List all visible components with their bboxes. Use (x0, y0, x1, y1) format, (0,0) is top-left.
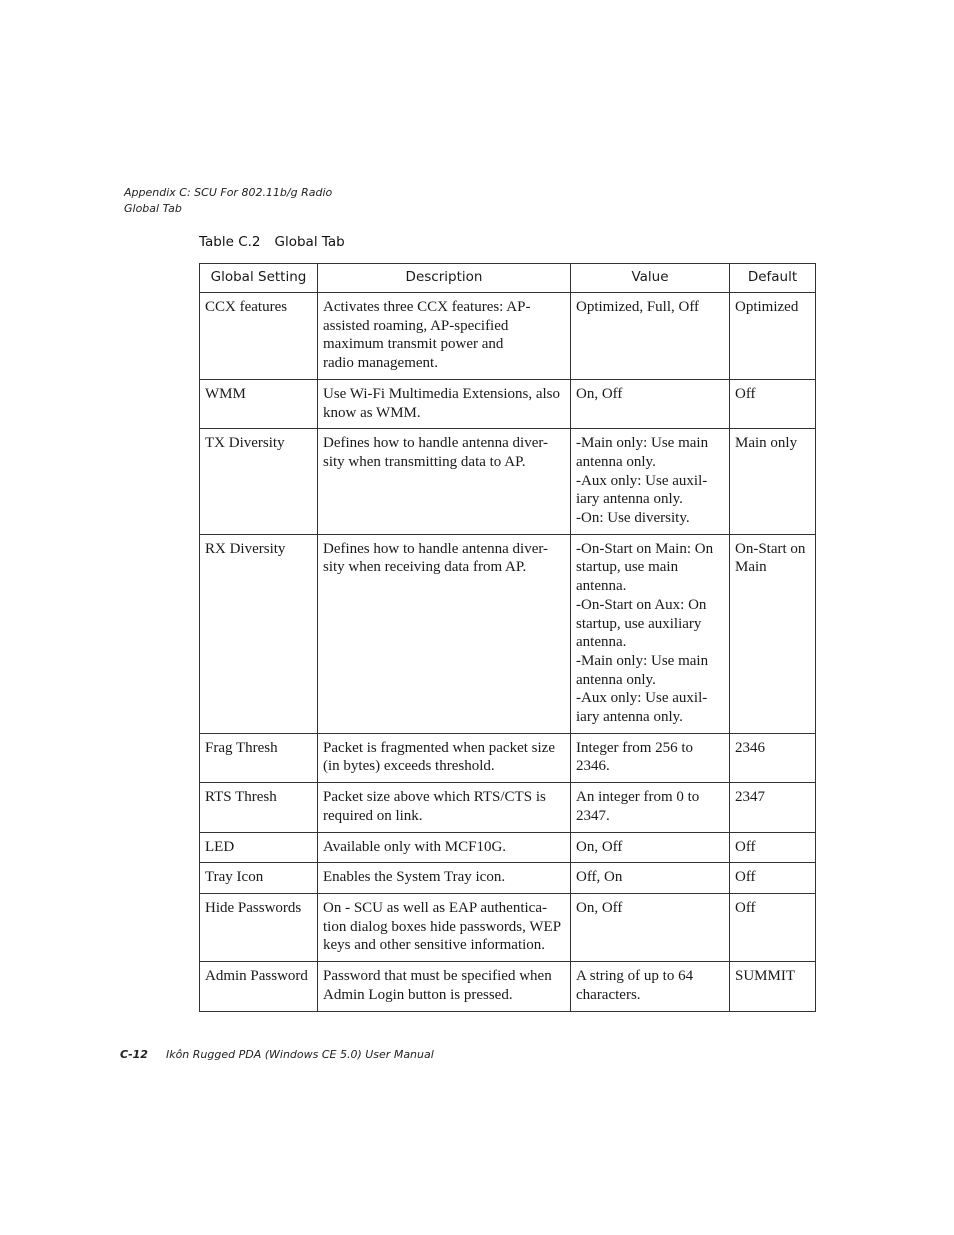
setting-cell (200, 783, 318, 832)
description-cell (318, 832, 571, 863)
value-cell-line: -On: Use diversity. (576, 510, 690, 527)
value-cell (571, 429, 730, 535)
value-cell (571, 832, 730, 863)
table-body (200, 293, 816, 1012)
default-cell-line: Off (735, 385, 756, 402)
default-cell (730, 534, 816, 733)
value-cell (571, 534, 730, 733)
default-cell-line: Optimized (735, 299, 799, 315)
default-cell (730, 429, 816, 535)
description-cell-line: Password that must be specified when (323, 968, 552, 985)
page-footer (120, 1047, 434, 1063)
setting-cell-line: CCX features (205, 299, 288, 315)
header-description: Description (318, 264, 571, 293)
value-cell (571, 962, 730, 1011)
description-cell-line: Enables the System Tray icon. (323, 869, 506, 886)
default-cell (730, 962, 816, 1011)
description-cell-line: Packet is fragmented when packet size (323, 739, 555, 756)
table-row (200, 893, 816, 961)
default-cell (730, 733, 816, 782)
default-cell-line: Off (735, 838, 756, 855)
description-cell-line: Available only with MCF10G. (323, 838, 507, 855)
default-cell-line: 2346 (735, 739, 765, 756)
default-cell-line: Off (735, 899, 756, 916)
value-cell-line: A string of up to 64 (576, 968, 694, 985)
description-cell-line: required on link. (323, 807, 423, 824)
value-cell (571, 893, 730, 961)
setting-cell-line: WMM (205, 385, 246, 402)
description-cell-line: On - SCU as well as EAP authentica- (323, 899, 547, 916)
manual-title: Ikôn Rugged PDA (Windows CE 5.0) User Manual (165, 1048, 434, 1061)
value-cell (571, 379, 730, 428)
table-row (200, 962, 816, 1011)
setting-cell-line: Tray Icon (205, 869, 264, 886)
table-row (200, 293, 816, 380)
description-cell (318, 534, 571, 733)
description-cell-line: assisted roaming, AP-specified (323, 317, 509, 334)
value-cell (571, 863, 730, 894)
value-cell-line: -On-Start on Main: On (576, 540, 714, 557)
value-cell-line: startup, use main (576, 559, 679, 576)
value-cell-line: Off, On (576, 869, 623, 886)
description-cell-line: keys and other sensitive information. (323, 937, 546, 954)
default-cell-line: 2347 (735, 789, 765, 806)
setting-cell (200, 832, 318, 863)
description-cell (318, 962, 571, 1011)
description-cell (318, 893, 571, 961)
value-cell-line: antenna only. (576, 671, 656, 688)
description-cell-line: (in bytes) exceeds threshold. (323, 758, 495, 775)
default-cell (730, 832, 816, 863)
default-cell-line: Main only (735, 435, 798, 452)
setting-cell-line: RTS Thresh (205, 789, 277, 806)
header-value: Value (571, 264, 730, 293)
setting-cell (200, 733, 318, 782)
value-cell-line: antenna. (576, 634, 627, 651)
global-tab-table (199, 263, 816, 1012)
value-cell-line: antenna. (576, 578, 627, 595)
setting-cell (200, 863, 318, 894)
setting-cell (200, 379, 318, 428)
value-cell-line: 2346. (576, 758, 610, 775)
table-row (200, 429, 816, 535)
value-cell-line: iary antenna only. (576, 709, 683, 726)
value-cell-line: startup, use auxiliary (576, 615, 702, 632)
value-cell-line: antenna only. (576, 453, 656, 470)
default-cell (730, 783, 816, 832)
value-cell-line: -Aux only: Use auxil- (576, 690, 708, 707)
table-row (200, 783, 816, 832)
description-cell-line: know as WMM. (323, 404, 421, 421)
description-cell-line: Packet size above which RTS/CTS is (323, 789, 546, 806)
description-cell (318, 429, 571, 535)
value-cell-line: Optimized, Full, Off (576, 299, 700, 315)
description-cell (318, 293, 571, 380)
value-cell-line: An integer from 0 to (576, 789, 700, 806)
value-cell (571, 733, 730, 782)
setting-cell (200, 893, 318, 961)
description-cell (318, 863, 571, 894)
table-caption (199, 233, 345, 251)
setting-cell-line: Frag Thresh (205, 739, 278, 756)
value-cell-line: -Main only: Use main (576, 435, 709, 452)
description-cell-line: sity when receiving data from AP. (323, 559, 527, 576)
value-cell (571, 293, 730, 380)
setting-cell (200, 534, 318, 733)
setting-cell (200, 429, 318, 535)
description-cell-line: Activates three CCX features: AP- (323, 299, 531, 315)
table-row (200, 863, 816, 894)
table-caption-label: Table C.2 (199, 234, 261, 250)
header-global-setting: Global Setting (200, 264, 318, 293)
setting-cell (200, 293, 318, 380)
value-cell-line: On, Off (576, 899, 623, 916)
default-cell-line: SUMMIT (735, 968, 796, 985)
table-row (200, 733, 816, 782)
setting-cell (200, 962, 318, 1011)
default-cell (730, 293, 816, 380)
table-row (200, 534, 816, 733)
table-caption-title: Global Tab (274, 234, 345, 250)
description-cell-line: maximum transmit power and (323, 336, 504, 353)
value-cell-line: -Aux only: Use auxil- (576, 472, 708, 489)
running-head-section: Global Tab (124, 202, 182, 215)
description-cell-line: sity when transmitting data to AP. (323, 453, 526, 470)
setting-cell-line: RX Diversity (205, 540, 286, 557)
description-cell (318, 379, 571, 428)
value-cell-line: -Main only: Use main (576, 652, 709, 669)
setting-cell-line: TX Diversity (205, 435, 285, 452)
table-row (200, 379, 816, 428)
setting-cell-line: Hide Passwords (205, 899, 302, 916)
value-cell-line: 2347. (576, 807, 610, 824)
setting-cell-line: LED (205, 838, 235, 855)
description-cell-line: Defines how to handle antenna diver- (323, 435, 549, 452)
header-default: Default (730, 264, 816, 293)
default-cell-line: Off (735, 869, 756, 886)
description-cell-line: tion dialog boxes hide passwords, WEP (323, 918, 562, 935)
value-cell-line: On, Off (576, 838, 623, 855)
page-number: C-12 (120, 1048, 148, 1061)
value-cell-line: On, Off (576, 385, 623, 402)
setting-cell-line: Admin Password (205, 968, 308, 985)
value-cell-line: iary antenna only. (576, 491, 683, 508)
description-cell-line: Defines how to handle antenna diver- (323, 540, 549, 557)
description-cell-line: Admin Login button is pressed. (323, 986, 513, 1003)
default-cell (730, 863, 816, 894)
value-cell (571, 783, 730, 832)
default-cell (730, 893, 816, 961)
running-head (124, 185, 332, 217)
value-cell-line: Integer from 256 to (576, 739, 694, 756)
description-cell-line: Use Wi-Fi Multimedia Extensions, also (323, 385, 561, 402)
description-cell (318, 733, 571, 782)
value-cell-line: characters. (576, 986, 641, 1003)
description-cell-line: radio management. (323, 355, 438, 372)
default-cell (730, 379, 816, 428)
value-cell-line: -On-Start on Aux: On (576, 596, 707, 613)
running-head-chapter: Appendix C: SCU For 802.11b/g Radio (124, 186, 333, 199)
description-cell (318, 783, 571, 832)
default-cell-line: Main (735, 559, 767, 576)
default-cell-line: On-Start on (735, 540, 806, 557)
table-header-row (200, 264, 816, 293)
table-row (200, 832, 816, 863)
